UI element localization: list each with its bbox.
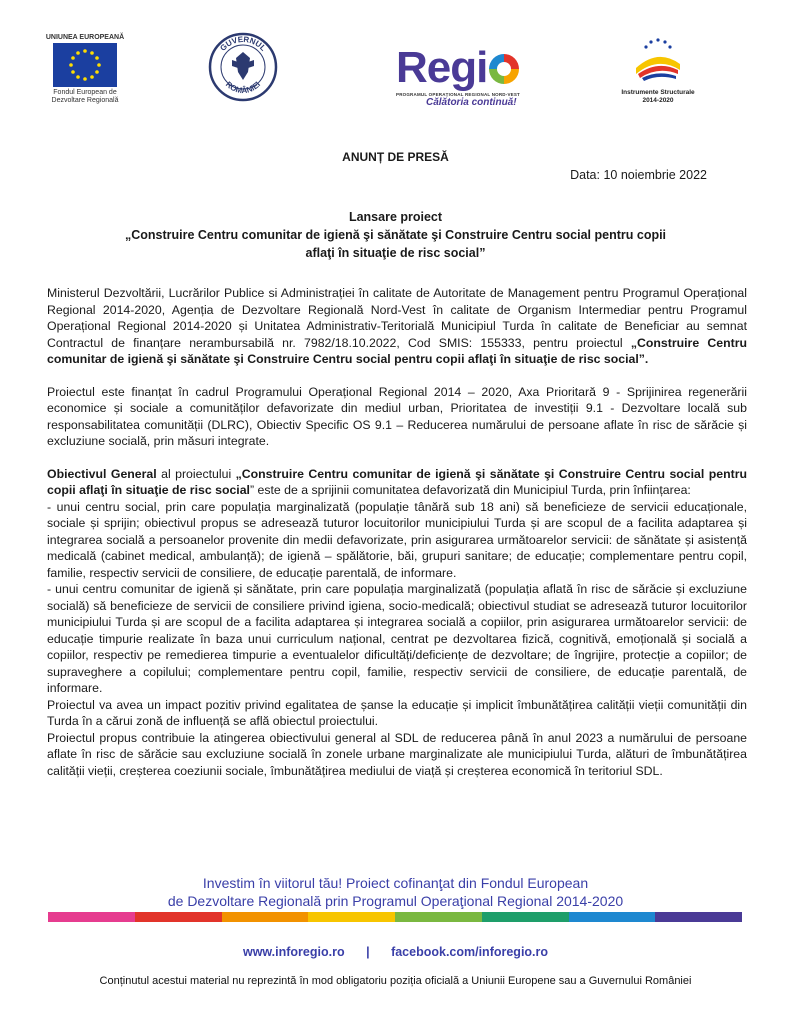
project-name-bold: „Construire Centru comunitar de igienă şi sănătate şi Construire Centru social pentru copii aflaţi în situaţie de risc social”.: [47, 335, 747, 366]
footer-links: [0, 945, 791, 959]
stripe-segment: [482, 912, 569, 922]
footer-slogan-line-2: de Dezvoltare Regională prin Programul Operaţional Regional 2014-2020: [167, 893, 624, 909]
color-stripe: [48, 912, 742, 922]
logo-bar: [0, 30, 791, 120]
structural-instruments-label-2: 2014-2020: [642, 97, 674, 104]
press-release-body: [47, 285, 747, 779]
stripe-segment: [222, 912, 309, 922]
stripe-segment: [308, 912, 395, 922]
website-link[interactable]: www.inforegio.ro: [242, 945, 345, 959]
project-title: [0, 208, 791, 262]
structural-instruments-logo: [614, 34, 702, 105]
government-seal-icon: [208, 32, 278, 102]
regio-logo: [396, 43, 556, 116]
svg-text:GUVERNUL: GUVERNUL: [218, 34, 268, 53]
regio-wordmark: Regi: [396, 43, 488, 92]
stripe-segment: [569, 912, 656, 922]
eu-logo-subtitle-2: Dezvoltare Regională: [51, 97, 119, 104]
footer-slogan-line-1: Investim în viitorul tău! Proiect cofinanţat din Fondul European: [202, 875, 589, 891]
stripe-segment: [395, 912, 482, 922]
project-title-line-2: „Construire Centru comunitar de igienă şi sănătate şi Construire Centru social pentru copii: [124, 228, 667, 242]
eu-logo: [40, 34, 130, 105]
facebook-link[interactable]: facebook.com/inforegio.ro: [391, 945, 549, 959]
list-item-hygiene-center: - unui centru comunitar de igienă și sănătate, prin care populația marginalizată (populația aflată în risc de sărăcie și excluziune socială) să beneficieze de servicii de consiliere privind igiena, socio-medicală; obiectivul studiat se adresează tuturor locuitorilor municipiului Turda și are scopul de a facilita adaptarea și integrarea socială a copiilor, prin asigurarea următoarelor servicii: de educație timpurie realizate în baza unui curriculum național, centrat pe dezvoltarea fizică, cognitivă, emoțională și socială a copiilor, respectiv pe remedierea timpurie a eventualelor dificultăți/deficiențe de dezvoltare; de îngrijire, protecție a copiilor; de supraveghere a copilului; complementare pentru copil, familie, respectiv servicii de consiliere, de educație parentală, de informare.: [47, 582, 747, 695]
svg-text:ROMÂNIEI: ROMÂNIEI: [223, 79, 263, 96]
structural-instruments-label-1: Instrumente Structurale: [621, 89, 695, 96]
paragraph-impact: Proiectul va avea un impact pozitiv privind egalitatea de șanse la educație și implicit îmbunătățirea calității vieții comunității din Turda în a cărui zonă de influență se află obiectul proiectului.: [47, 697, 747, 728]
structural-instruments-icon: [628, 34, 688, 84]
eu-flag-icon: [53, 43, 117, 87]
page-title: ANUNȚ DE PRESĂ: [342, 150, 449, 164]
paragraph-contract: Ministerul Dezvoltării, Lucrărilor Publice si Administrației în calitate de Autoritate de Management pentru Programul Operațional Regional 2014-2020, Agenția de Dezvoltare Regională Nord-Vest în calitate de Organism Intermediar pentru Programul Operațional Regional 2014-2020 și Unitatea Administrativ-Teritorială Municipiul Turda în calitate de Beneficiar au semnat Contractul de finanțare nerambursabilă nr. 7982/18.10.2022, Cod SMIS: 155333, pentru proiectul „Construire Centru comunitar de igienă şi sănătate şi Construire Centru social pentru copii aflaţi în situaţie de risc social”.: [47, 286, 747, 366]
paragraph-objective: Obiectivul General al proiectului „Construire Centru comunitar de igienă şi sănătate şi Construire Centru social pentru copii aflaţi în situaţie de risc social” este de a sprijinii comunitatea defavorizată din Municipiul Turda, prin înființarea:: [47, 466, 747, 497]
eu-logo-title: UNIUNEA EUROPEANĂ: [45, 34, 125, 41]
regio-circle-icon: [489, 54, 519, 84]
stripe-segment: [48, 912, 135, 922]
paragraph-contribution: Proiectul propus contribuie la atingerea obiectivului general al SDL de reducerea până în anul 2023 a numărului de persoane aflate în risc de sărăcie sau excluziune socială în zonele urbane marginalizate ale municipiului Turda, alături de îmbunătățirea calității vieții, creșterea coeziunii sociale, îmbunătățirea mediului de viață și creșterea economică în teritoriul SDL.: [47, 730, 747, 778]
footer-slogan: [0, 874, 791, 910]
project-title-line-3: aflaţi în situaţie de risc social”: [305, 246, 486, 260]
list-item-social-center: - unui centru social, prin care populația marginalizată (populație tânără sub 18 ani) să beneficieze de servicii educaționale, sociale și sprijin; obiectivul propus se adresează tuturor locuitorilor municipiului Turda și are scopul de a facilita adaptarea și integrarea socială a persoanelor provenite din medii defavorizate, prin asigurarea următoarelor servicii: de sănătate și asistență medicală (cabinet medical, ambulanță); de igienă – spălătorie, băi, grupuri sanitare; de educație; complementare pentru copil, familie, respectiv servicii de consiliere, de educație parentală, de informare.: [47, 499, 747, 580]
press-release-date: Data: 10 noiembrie 2022: [570, 168, 707, 182]
link-separator: |: [366, 945, 370, 959]
disclaimer: Conținutul acestui material nu reprezintă în mod obligatoriu poziția oficială a Uniunii Europene sau a Guvernului României: [99, 975, 692, 987]
project-title-line-1: Lansare proiect: [348, 210, 443, 224]
eu-logo-subtitle-1: Fondul European de: [53, 89, 117, 96]
regio-program-name: PROGRAMUL OPERAȚIONAL REGIONAL NORD-VEST: [396, 92, 521, 97]
regio-tagline: Călătoria continuă!: [426, 97, 517, 108]
stripe-segment: [655, 912, 742, 922]
paragraph-financing: Proiectul este finanțat în cadrul Programului Operațional Regional 2014 – 2020, Axa Prioritară 9 - Sprijinirea regenerării economice și sociale a comunităților defavorizate din mediul urban, Prioritatea de investiții 9.1 - Dezvoltare locală sub responsabilitatea comunității (DLRC), Obiectiv Specific OS 9.1 – Reducerea numărului de persoane aflate în risc de sărăcie și excluziune socială, prin măsuri integrate.: [47, 384, 747, 448]
stripe-segment: [135, 912, 222, 922]
